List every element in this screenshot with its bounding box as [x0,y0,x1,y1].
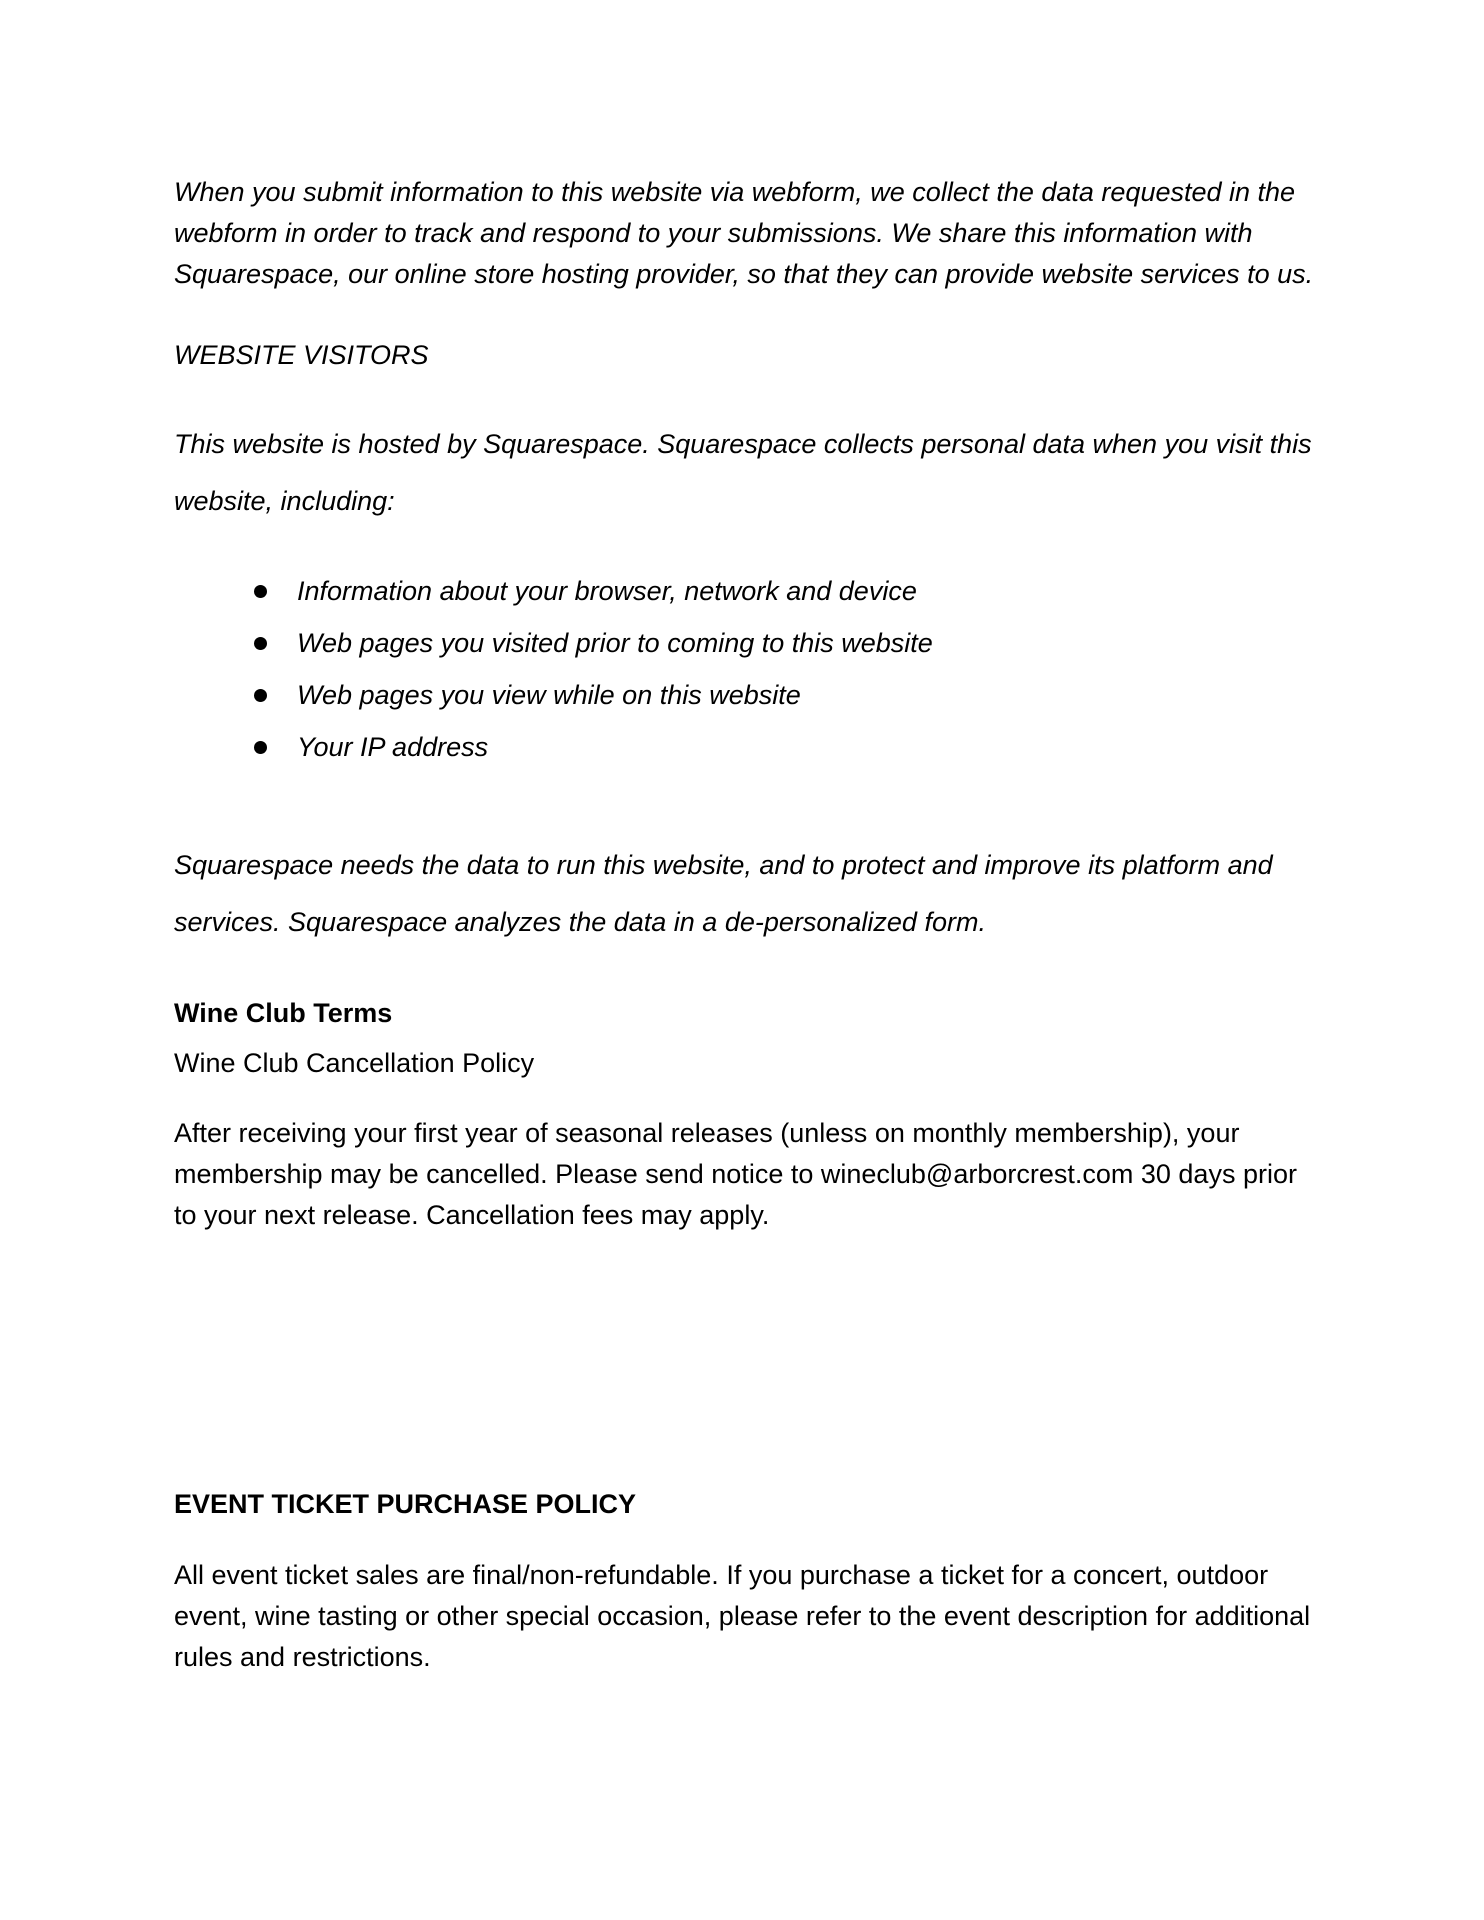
list-item [174,617,1274,669]
webform-data-paragraph: When you submit information to this website via webform, we collect the data requested in the webform in order to track and respond to your submissions. We share this information with Squarespace, our online store hosting provider, so that they can provide website services to us. [174,177,1314,289]
list-item-text: Web pages you view while on this website [297,680,801,710]
list-item-text: Information about your browser, network and device [297,576,917,606]
bullet-icon [254,585,267,598]
wine-club-terms-heading: Wine Club Terms [174,998,393,1028]
bullet-icon [254,689,267,702]
event-ticket-policy-paragraph: All event ticket sales are final/non-refundable. If you purchase a ticket for a concert, outdoor event, wine tasting or other special occasion, please refer to the event description for additional rules and restrictions. [174,1560,1311,1672]
website-visitors-heading: WEBSITE VISITORS [174,340,429,370]
squarespace-hosting-paragraph: This website is hosted by Squarespace. Squarespace collects personal data when you visit this website, including: [174,429,1312,516]
bullet-icon [254,741,267,754]
event-ticket-policy-heading: EVENT TICKET PURCHASE POLICY [174,1489,637,1519]
bullet-icon [254,637,267,650]
list-item [174,669,1274,721]
list-item [174,565,1274,617]
data-usage-paragraph: Squarespace needs the data to run this website, and to protect and improve its platform and services. Squarespace analyzes the data in a de-personalized form. [174,850,1273,937]
cancellation-policy-paragraph: After receiving your first year of seasonal releases (unless on monthly membership), your membership may be cancelled. Please send notice to wineclub@arborcrest.com 30 days prior to your next release. Cancellation fees may apply. [174,1118,1297,1230]
list-item-text: Web pages you visited prior to coming to this website [297,628,933,658]
collected-data-list [174,565,1274,773]
list-item-text: Your IP address [297,732,489,762]
cancellation-policy-subheading: Wine Club Cancellation Policy [174,1048,535,1078]
list-item [174,721,1274,773]
